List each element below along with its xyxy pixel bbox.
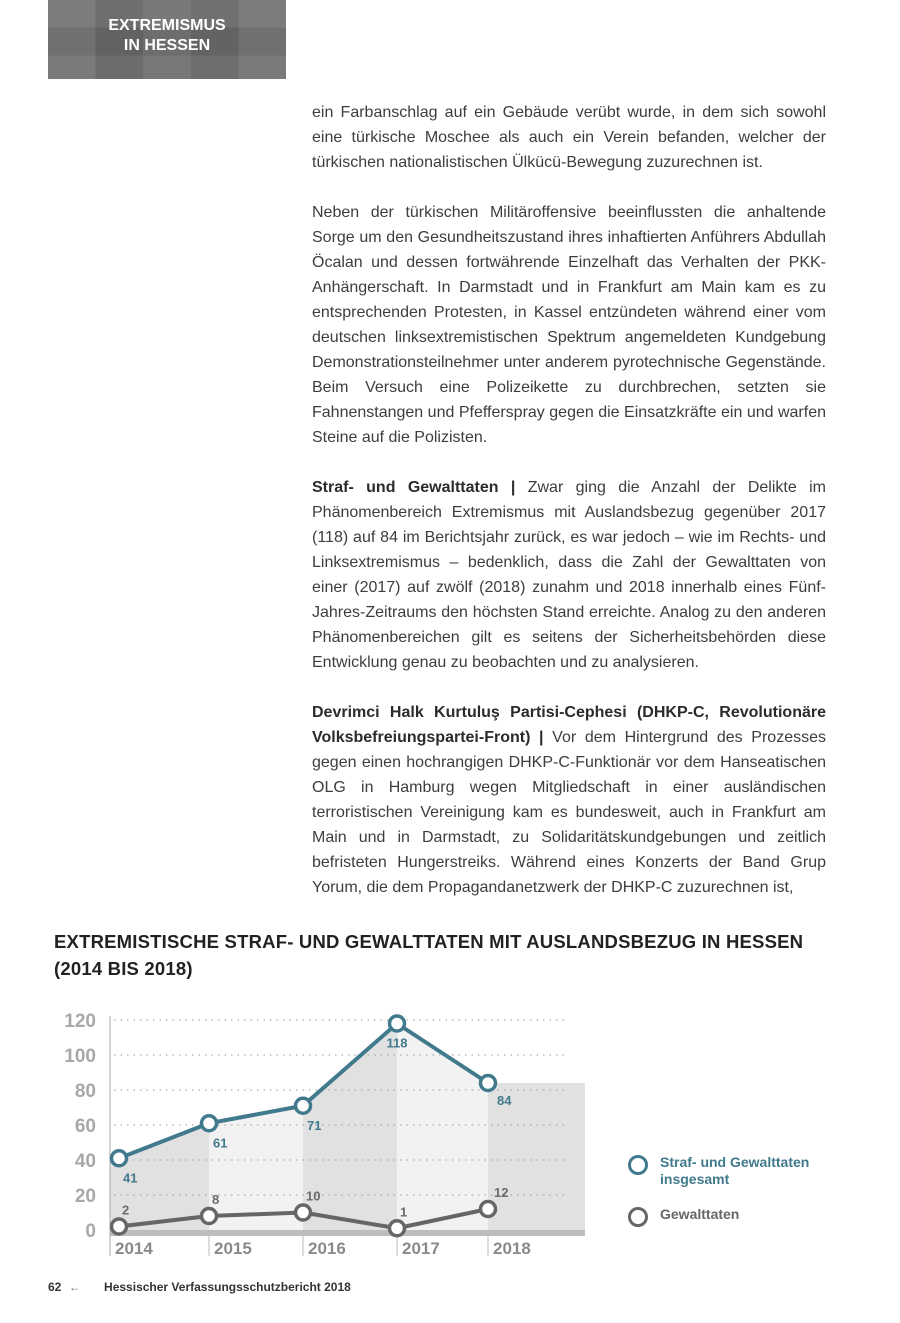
legend-marker-violent-icon	[628, 1207, 648, 1227]
x-tick-label: 2014	[115, 1239, 153, 1258]
data-label-violent: 2	[122, 1202, 130, 1218]
section-tab-line2: IN HESSEN	[123, 36, 211, 54]
data-point-total	[481, 1076, 496, 1091]
data-label-violent: 8	[212, 1192, 220, 1207]
data-label-total: 118	[386, 1035, 408, 1051]
data-label-total: 41	[123, 1170, 138, 1186]
data-point-total	[390, 1016, 405, 1031]
x-tick-label: 2017	[402, 1239, 440, 1258]
data-label-total: 61	[213, 1135, 228, 1151]
body-text	[312, 100, 826, 900]
y-tick-label: 100	[64, 1046, 96, 1067]
y-tick-label: 20	[74, 1186, 96, 1207]
data-label-total: 84	[497, 1093, 512, 1108]
data-point-violent	[481, 1202, 496, 1217]
paragraph-4-text: Vor dem Hintergrund des Prozesses gegen einen hochrangigen DHKP-C-Funktionär vor dem Hanseatischen OLG in Hamburg wegen Mitgliedschaft in einer ausländischen terroristischen Vereinigung kam es bundesweit, auch in Frankfurt am Main und in Darmstadt, zu Solidaritätskundgebungen und zeitlich befristeten Hungerstreiks. Während eines Konzerts der Band Grup Yorum, die dem Propagandanetzwerk der DHKP-C zuzurechnen ist,	[312, 729, 826, 896]
paragraph-3	[312, 475, 826, 675]
paragraph-4	[312, 700, 826, 900]
data-label-violent: 10	[306, 1188, 321, 1204]
y-tick-label: 60	[74, 1116, 96, 1137]
data-label-violent: 1	[400, 1204, 408, 1220]
back-arrow-icon[interactable]: ←	[68, 1280, 81, 1294]
data-point-violent	[112, 1219, 127, 1234]
data-point-violent	[296, 1205, 311, 1220]
data-point-total	[296, 1098, 311, 1113]
legend-label-total: Straf- und Gewalttaten insgesamt	[660, 1154, 810, 1187]
page-footer	[48, 1280, 351, 1294]
paragraph-2: Neben der türkischen Militäroffensive beeinflussten die anhaltende Sorge um den Gesundheitszustand ihres inhaftierten Anführers Abdullah Öcalan und dessen fortwährende Einzelhaft das Verhalten der PKK-Anhängerschaft. In Darmstadt und in Frankfurt am Main kam es zu entsprechenden Protesten, in Kassel entzündeten während einer vom deutschen linksextremistischen Spektrum angemeldeten Kundgebung Demonstrationsteilnehmer unter anderem pyrotechnische Gegenstände. Beim Versuch eine Polizeikette zu durchbrechen, setzten sie Fahnenstangen und Pfefferspray gegen die Einsatzkräfte ein und warfen Steine auf die Polizisten.	[312, 204, 826, 446]
y-tick-label: 40	[74, 1151, 96, 1172]
data-point-total	[202, 1116, 217, 1131]
data-label-violent: 12	[494, 1185, 509, 1200]
y-tick-label: 80	[74, 1081, 96, 1102]
x-axis-baseline	[110, 1230, 585, 1236]
section-tab	[48, 0, 286, 79]
paragraph-3-heading: Straf- und Gewalttaten |	[312, 479, 516, 496]
legend-marker-total-icon	[628, 1155, 648, 1175]
legend-item-violent	[628, 1206, 868, 1227]
y-tick-label: 120	[64, 1011, 96, 1032]
paragraph-1: ein Farbanschlag auf ein Gebäude verübt wurde, in dem sich sowohl eine türkische Moschee als auch ein Verein befanden, welcher der türkischen nationalistischen Ülkücü-Bewegung zuzurechnen ist.	[312, 104, 826, 171]
page-number: 62	[48, 1280, 62, 1294]
data-label-total: 71	[307, 1117, 322, 1133]
paragraph-3-text: Zwar ging die Anzahl der Delikte im Phänomenbereich Extremismus mit Auslandsbezug gegenüber 2017 (118) auf 84 im Berichtsjahr zurück, es war jedoch – wie im Rechts- und Linksextremismus – bedenklich, dass die Zahl der Gewalttaten von einer (2017) auf zwölf (2018) zunahm und 2018 innerhalb eines Fünf-Jahres-Zeitraums den höchsten Stand erreichte. Analog zu den anderen Phänomenbereichen gilt es seitens der Sicherheitsbehörden diese Entwicklung genau zu beobachten und zu analysieren.	[312, 479, 826, 671]
paragraph-4-heading: Devrimci Halk Kurtuluş Partisi-Cephesi (DHKP-C, Revolutionäre Volksbefreiungspartei-Front) |	[312, 704, 826, 746]
chart-legend	[628, 1154, 868, 1245]
legend-item-total	[628, 1154, 868, 1188]
section-tab-line1: EXTREMISMUS	[108, 16, 226, 34]
x-tick-label: 2016	[308, 1239, 346, 1258]
data-point-violent	[390, 1221, 405, 1236]
publication-title: Hessischer Verfassungsschutzbericht 2018	[104, 1280, 351, 1294]
x-tick-label: 2015	[214, 1239, 252, 1258]
legend-label-violent: Gewalttaten	[660, 1206, 740, 1222]
x-tick-label: 2018	[493, 1239, 531, 1258]
data-point-total	[112, 1151, 127, 1166]
chart-title: EXTREMISTISCHE STRAF- UND GEWALTTATEN MIT AUSLANDSBEZUG IN HESSEN (2014 BIS 2018)	[54, 931, 804, 979]
y-tick-label: 0	[85, 1221, 96, 1242]
data-point-violent	[202, 1209, 217, 1224]
